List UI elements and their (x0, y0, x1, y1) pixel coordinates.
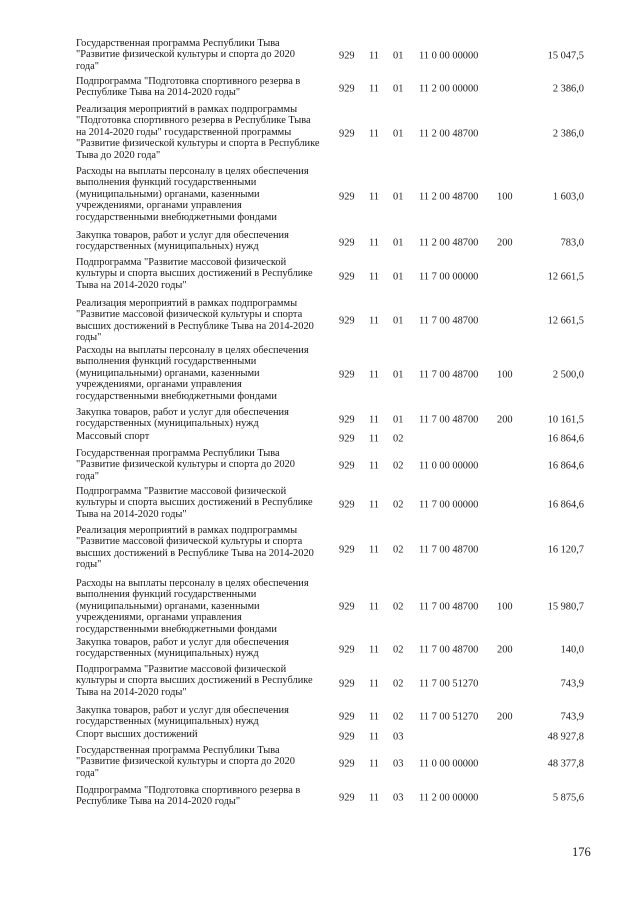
section-code: 11 (369, 414, 380, 426)
subsection-code: 03 (393, 731, 404, 743)
expense-type-code: 200 (497, 414, 513, 426)
amount: 16 864,6 (547, 460, 584, 472)
row-description: Государственная программа Республики Тыва "Развитие физической культуры и спорта до 2020 года" (76, 745, 295, 779)
expense-type-code: 200 (497, 711, 513, 723)
table-row (0, 104, 640, 164)
target-article-code: 11 7 00 48700 (419, 544, 479, 556)
section-code: 11 (369, 50, 380, 62)
grbs-code: 929 (339, 50, 355, 62)
subsection-code: 01 (393, 369, 404, 381)
amount: 15 980,7 (547, 601, 584, 613)
amount: 5 875,6 (552, 792, 584, 804)
section-code: 11 (369, 678, 380, 690)
target-article-code: 11 2 00 48700 (419, 191, 479, 203)
row-description: Закупка товаров, работ и услуг для обеспечения государственных (муниципальных) нужд (76, 407, 289, 430)
grbs-code: 929 (339, 792, 355, 804)
target-article-code: 11 2 00 00000 (419, 83, 479, 95)
subsection-code: 01 (393, 315, 404, 327)
row-description: Подпрограмма "Развитие массовой физической культуры и спорта высших достижений в Республике Тыва на 2014-2020 годы" (76, 664, 313, 698)
amount: 16 120,7 (547, 544, 584, 556)
amount: 48 927,8 (547, 731, 584, 743)
row-description: Закупка товаров, работ и услуг для обеспечения государственных (муниципальных) нужд (76, 230, 289, 253)
table-row (0, 448, 640, 484)
row-description: Реализация мероприятий в рамках подпрограммы "Развитие массовой физической культуры и спорта высших достижений в Республике Тыва на 2014-2020 годы" (76, 525, 314, 571)
section-code: 11 (369, 644, 380, 656)
grbs-code: 929 (339, 271, 355, 283)
grbs-code: 929 (339, 369, 355, 381)
row-description: Реализация мероприятий в рамках подпрограммы "Подготовка спортивного резерва в Республике Тыва на 2014-2020 годы" государственной программы "Развитие физической культуры и спорта в Республике Тыва до 2020 года" (76, 104, 320, 161)
row-description: Подпрограмма "Подготовка спортивного резерва в Республике Тыва на 2014-2020 годы" (76, 785, 301, 808)
amount: 16 864,6 (547, 433, 584, 445)
amount: 783,0 (560, 237, 584, 249)
amount: 743,9 (560, 711, 584, 723)
section-code: 11 (369, 731, 380, 743)
table-row (0, 637, 640, 663)
section-code: 11 (369, 128, 380, 140)
target-article-code: 11 7 00 00000 (419, 499, 479, 511)
row-description: Подпрограмма "Подготовка спортивного резерва в Республике Тыва на 2014-2020 годы" (76, 76, 301, 99)
subsection-code: 01 (393, 128, 404, 140)
grbs-code: 929 (339, 128, 355, 140)
table-row (0, 345, 640, 405)
expense-type-code: 100 (497, 601, 513, 613)
row-description: Массовый спорт (76, 431, 150, 442)
subsection-code: 01 (393, 271, 404, 283)
expense-type-code: 200 (497, 644, 513, 656)
expense-type-code: 100 (497, 369, 513, 381)
subsection-code: 01 (393, 414, 404, 426)
grbs-code: 929 (339, 315, 355, 327)
subsection-code: 02 (393, 644, 404, 656)
table-row (0, 664, 640, 704)
target-article-code: 11 0 00 00000 (419, 50, 479, 62)
row-description: Подпрограмма "Развитие массовой физической культуры и спорта высших достижений в Республике Тыва на 2014-2020 годы" (76, 257, 313, 291)
amount: 743,9 (560, 678, 584, 690)
section-code: 11 (369, 499, 380, 511)
expense-type-code: 200 (497, 237, 513, 249)
table-row (0, 431, 640, 447)
target-article-code: 11 7 00 51270 (419, 711, 479, 723)
target-article-code: 11 0 00 00000 (419, 758, 479, 770)
table-row (0, 38, 640, 74)
target-article-code: 11 2 00 00000 (419, 792, 479, 804)
section-code: 11 (369, 758, 380, 770)
table-row (0, 486, 640, 524)
grbs-code: 929 (339, 601, 355, 613)
amount: 2 386,0 (552, 128, 584, 140)
subsection-code: 02 (393, 499, 404, 511)
target-article-code: 11 7 00 48700 (419, 601, 479, 613)
target-article-code: 11 7 00 00000 (419, 271, 479, 283)
page-number: 176 (572, 845, 591, 859)
target-article-code: 11 7 00 48700 (419, 644, 479, 656)
target-article-code: 11 7 00 48700 (419, 414, 479, 426)
subsection-code: 02 (393, 544, 404, 556)
grbs-code: 929 (339, 644, 355, 656)
row-description: Государственная программа Республики Тыва "Развитие физической культуры и спорта до 2020 года" (76, 448, 295, 482)
row-description: Закупка товаров, работ и услуг для обеспечения государственных (муниципальных) нужд (76, 705, 289, 728)
amount: 15 047,5 (547, 50, 584, 62)
subsection-code: 02 (393, 433, 404, 445)
amount: 16 864,6 (547, 499, 584, 511)
grbs-code: 929 (339, 83, 355, 95)
target-article-code: 11 7 00 51270 (419, 678, 479, 690)
table-row (0, 785, 640, 811)
grbs-code: 929 (339, 191, 355, 203)
subsection-code: 03 (393, 758, 404, 770)
row-description: Реализация мероприятий в рамках подпрограммы "Развитие массовой физической культуры и спорта высших достижений в Республике Тыва на 2014-2020 годы" (76, 298, 314, 344)
grbs-code: 929 (339, 678, 355, 690)
subsection-code: 01 (393, 50, 404, 62)
grbs-code: 929 (339, 237, 355, 249)
table-row (0, 705, 640, 729)
row-description: Расходы на выплаты персоналу в целях обеспечения выполнения функций государственными (муниципальными) органами, казенными учреждениями, органами управления государственными внебюджетными фондами (76, 345, 309, 402)
subsection-code: 02 (393, 460, 404, 472)
section-code: 11 (369, 433, 380, 445)
table-row (0, 166, 640, 228)
amount: 2 386,0 (552, 83, 584, 95)
amount: 10 161,5 (547, 414, 584, 426)
section-code: 11 (369, 460, 380, 472)
table-row (0, 745, 640, 783)
subsection-code: 03 (393, 792, 404, 804)
section-code: 11 (369, 191, 380, 203)
table-row (0, 578, 640, 636)
section-code: 11 (369, 544, 380, 556)
grbs-code: 929 (339, 731, 355, 743)
grbs-code: 929 (339, 711, 355, 723)
expense-type-code: 100 (497, 191, 513, 203)
row-description: Закупка товаров, работ и услуг для обеспечения государственных (муниципальных) нужд (76, 637, 289, 660)
target-article-code: 11 7 00 48700 (419, 315, 479, 327)
table-row (0, 729, 640, 745)
table-row (0, 230, 640, 256)
grbs-code: 929 (339, 433, 355, 445)
table-row (0, 407, 640, 433)
subsection-code: 02 (393, 601, 404, 613)
section-code: 11 (369, 369, 380, 381)
amount: 2 500,0 (552, 369, 584, 381)
subsection-code: 02 (393, 711, 404, 723)
table-row (0, 76, 640, 102)
section-code: 11 (369, 315, 380, 327)
section-code: 11 (369, 792, 380, 804)
table-row (0, 525, 640, 575)
subsection-code: 02 (393, 678, 404, 690)
row-description: Спорт высших достижений (76, 729, 198, 740)
amount: 140,0 (560, 644, 584, 656)
table-row (0, 298, 640, 344)
grbs-code: 929 (339, 758, 355, 770)
subsection-code: 01 (393, 237, 404, 249)
target-article-code: 11 0 00 00000 (419, 460, 479, 472)
table-row (0, 257, 640, 297)
row-description: Расходы на выплаты персоналу в целях обеспечения выполнения функций государственными (муниципальными) органами, казенными учреждениями, органами управления государственными внебюджетными фондами (76, 578, 309, 635)
grbs-code: 929 (339, 414, 355, 426)
subsection-code: 01 (393, 191, 404, 203)
grbs-code: 929 (339, 460, 355, 472)
section-code: 11 (369, 237, 380, 249)
amount: 12 661,5 (547, 315, 584, 327)
grbs-code: 929 (339, 499, 355, 511)
grbs-code: 929 (339, 544, 355, 556)
row-description: Государственная программа Республики Тыва "Развитие физической культуры и спорта до 2020 года" (76, 38, 295, 72)
section-code: 11 (369, 601, 380, 613)
row-description: Расходы на выплаты персоналу в целях обеспечения выполнения функций государственными (муниципальными) органами, казенными учреждениями, органами управления государственными внебюджетными фондами (76, 166, 309, 223)
target-article-code: 11 2 00 48700 (419, 237, 479, 249)
target-article-code: 11 2 00 48700 (419, 128, 479, 140)
section-code: 11 (369, 711, 380, 723)
section-code: 11 (369, 83, 380, 95)
subsection-code: 01 (393, 83, 404, 95)
row-description: Подпрограмма "Развитие массовой физической культуры и спорта высших достижений в Республике Тыва на 2014-2020 годы" (76, 486, 313, 520)
target-article-code: 11 7 00 48700 (419, 369, 479, 381)
section-code: 11 (369, 271, 380, 283)
amount: 48 377,8 (547, 758, 584, 770)
amount: 1 603,0 (552, 191, 584, 203)
amount: 12 661,5 (547, 271, 584, 283)
